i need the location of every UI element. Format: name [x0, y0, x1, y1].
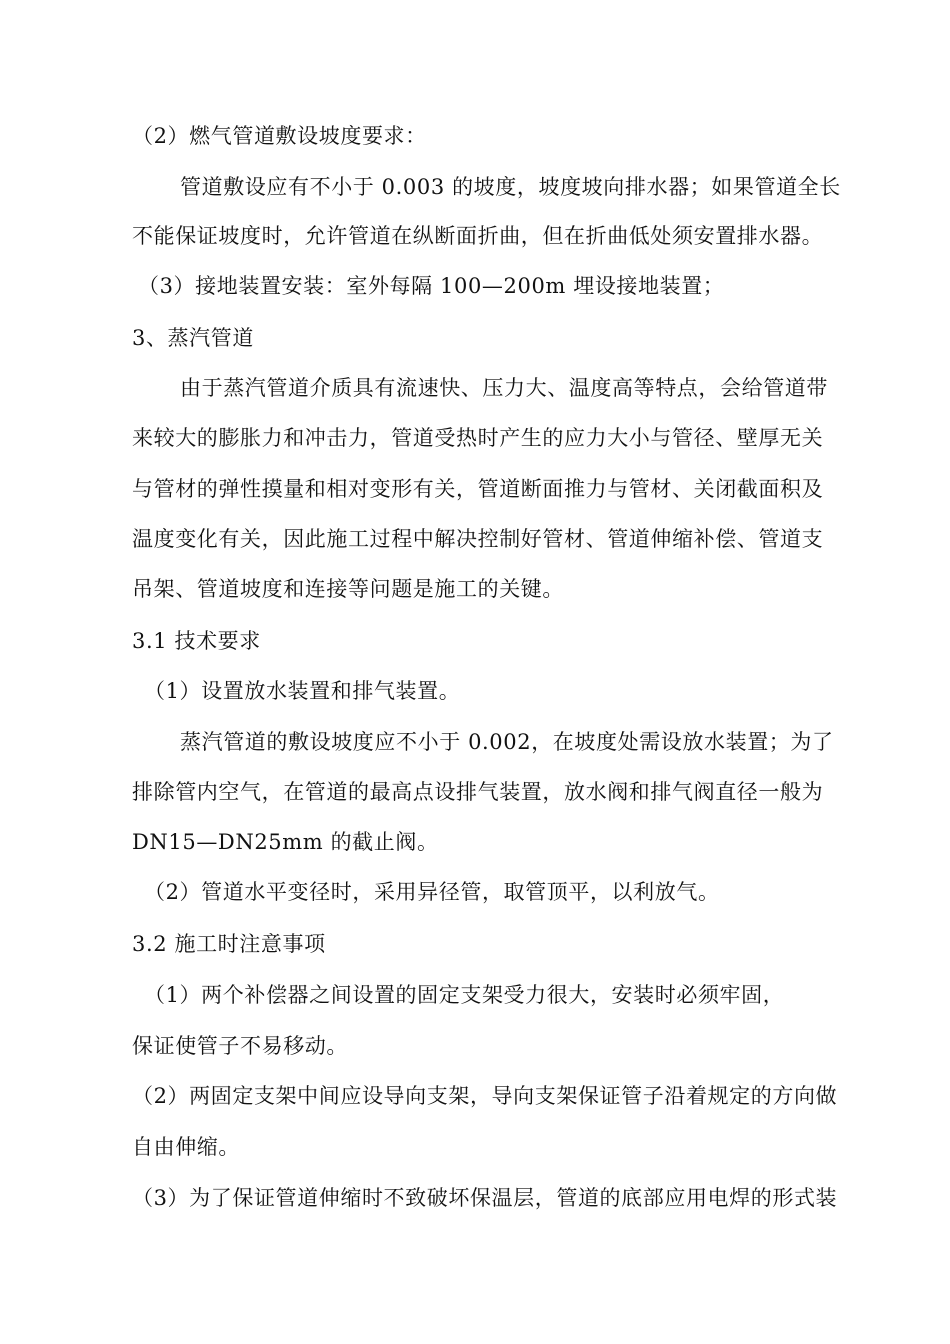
paragraph-line: 吊架、管道坡度和连接等问题是施工的关键。: [132, 577, 564, 601]
item-heading: （1）两个补偿器之间设置的固定支架受力很大，安装时必须牢固，: [144, 983, 785, 1007]
paragraph-line: 由于蒸汽管道介质具有流速快、压力大、温度高等特点，会给管道带: [180, 376, 828, 400]
item-heading: （2）管道水平变径时，采用异径管，取管顶平，以利放气。: [144, 880, 720, 904]
heading-grounding-device: （3）接地装置安装：室外每隔 100—200m 埋设接地装置；: [138, 274, 725, 298]
paragraph-line: DN15—DN25mm 的截止阀。: [132, 830, 439, 854]
paragraph-line: 与管材的弹性摸量和相对变形有关，管道断面推力与管材、关闭截面积及: [132, 477, 824, 501]
item-heading: （1）设置放水装置和排气装置。: [144, 679, 461, 703]
paragraph-line: 自由伸缩。: [132, 1135, 240, 1159]
paragraph-line: 管道敷设应有不小于 0.003 的坡度，坡度坡向排水器；如果管道全长: [180, 175, 841, 199]
paragraph-line: 来较大的膨胀力和冲击力，管道受热时产生的应力大小与管径、壁厚无关: [132, 426, 824, 450]
heading-gas-pipe-slope: （2）燃气管道敷设坡度要求：: [132, 124, 427, 148]
paragraph-line: 蒸汽管道的敷设坡度应不小于 0.002，在坡度处需设放水装置；为了: [180, 730, 834, 754]
paragraph-line: 不能保证坡度时，允许管道在纵断面折曲，但在折曲低处须安置排水器。: [132, 224, 824, 248]
subsection-heading-construction-notes: 3.2 施工时注意事项: [132, 932, 326, 956]
subsection-heading-technical-requirements: 3.1 技术要求: [132, 629, 261, 653]
paragraph-line: 温度变化有关，因此施工过程中解决控制好管材、管道伸缩补偿、管道支: [132, 527, 824, 551]
paragraph-line: 保证使管子不易移动。: [132, 1034, 348, 1058]
item-heading: （3）为了保证管道伸缩时不致破坏保温层，管道的底部应用电焊的形式装: [132, 1186, 838, 1210]
item-heading: （2）两固定支架中间应设导向支架，导向支架保证管子沿着规定的方向做: [132, 1084, 838, 1108]
section-heading-steam-pipe: 3、蒸汽管道: [132, 326, 254, 350]
paragraph-line: 排除管内空气，在管道的最高点设排气装置，放水阀和排气阀直径一般为: [132, 780, 824, 804]
